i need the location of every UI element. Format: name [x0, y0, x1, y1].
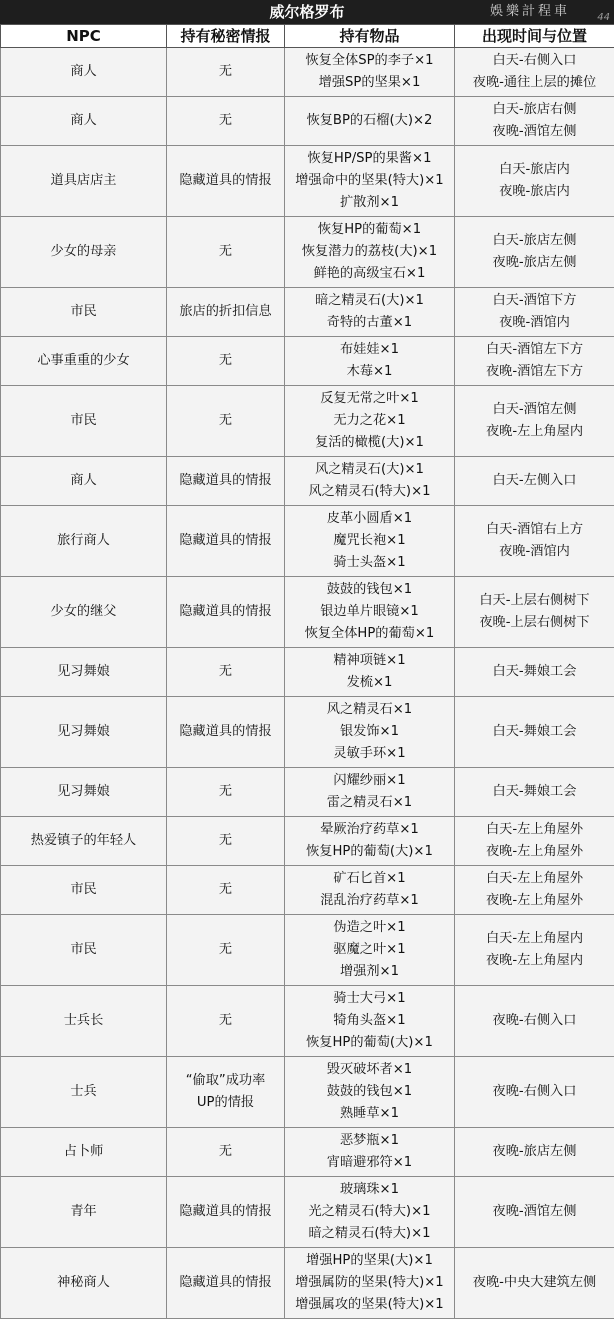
- location-line: 白天-舞娘工会: [492, 724, 577, 739]
- item-line: 魔咒长袍×1: [333, 533, 406, 548]
- item-line: 扩散剂×1: [339, 195, 399, 210]
- items-cell: [285, 768, 455, 817]
- location-line: 夜晚-旅店内: [499, 184, 570, 199]
- item-line: 恢复HP的葡萄(大)×1: [306, 1035, 433, 1050]
- location-cell: [455, 48, 614, 97]
- item-line: 银边单片眼镜×1: [320, 604, 419, 619]
- secret-info-line: 无: [218, 413, 233, 428]
- item-line: 闪耀纱丽×1: [333, 773, 406, 788]
- item-line: 恢复全体HP的葡萄×1: [304, 626, 435, 641]
- location-cell: [455, 506, 614, 577]
- secret-info-line: UP的情报: [196, 1095, 255, 1110]
- npc-name-cell: 热爱镇子的年轻人: [1, 817, 167, 866]
- item-line: 风之精灵石×1: [326, 702, 413, 717]
- npc-name-cell: 商人: [1, 457, 167, 506]
- location-cell: [455, 457, 614, 506]
- location-cell: [455, 97, 614, 146]
- location-line: 夜晚-酒馆左下方: [485, 364, 584, 379]
- item-line: 恢复HP的葡萄×1: [317, 222, 422, 237]
- location-line: 白天-左侧入口: [492, 473, 577, 488]
- items-cell: [285, 986, 455, 1057]
- location-line: 夜晚-左上角屋外: [485, 844, 584, 859]
- items-cell: [285, 648, 455, 697]
- secret-info-cell: [167, 506, 285, 577]
- item-line: 复活的橄榄(大)×1: [315, 435, 424, 450]
- item-line: 骑士大弓×1: [333, 991, 406, 1006]
- secret-info-cell: [167, 457, 285, 506]
- table-row: [1, 1177, 614, 1248]
- item-line: 驱魔之叶×1: [333, 942, 406, 957]
- secret-info-line: 无: [218, 784, 233, 799]
- table-row: [1, 697, 614, 768]
- item-line: 鲜艳的高级宝石×1: [313, 266, 426, 281]
- npc-name-cell: 心事重重的少女: [1, 337, 167, 386]
- table-row: [1, 866, 614, 915]
- item-line: 恢复全体SP的李子×1: [305, 53, 434, 68]
- item-line: 鼓鼓的钱包×1: [326, 582, 413, 597]
- items-cell: [285, 1057, 455, 1128]
- table-row: [1, 97, 614, 146]
- npc-name-cell: 占卜师: [1, 1128, 167, 1177]
- secret-info-line: 旅店的折扣信息: [179, 304, 272, 319]
- item-line: 雷之精灵石×1: [326, 795, 413, 810]
- location-cell: [455, 986, 614, 1057]
- npc-name-cell: 少女的母亲: [1, 217, 167, 288]
- location-line: 夜晚-旅店左侧: [492, 1144, 577, 1159]
- location-line: 夜晚-酒馆左侧: [492, 124, 577, 139]
- items-cell: [285, 457, 455, 506]
- table-row: [1, 768, 614, 817]
- secret-info-line: 隐藏道具的情报: [179, 173, 272, 188]
- location-cell: [455, 1128, 614, 1177]
- table-row: [1, 648, 614, 697]
- secret-info-cell: [167, 337, 285, 386]
- location-cell: [455, 577, 614, 648]
- item-line: 无力之花×1: [333, 413, 406, 428]
- secret-info-cell: [167, 1057, 285, 1128]
- location-line: 白天-旅店左侧: [492, 233, 577, 248]
- header-npc: NPC: [1, 25, 167, 48]
- item-line: 伪造之叶×1: [333, 920, 406, 935]
- item-line: 毁灭破坏者×1: [326, 1062, 413, 1077]
- location-cell: [455, 217, 614, 288]
- item-line: 晕厥治疗药草×1: [320, 822, 419, 837]
- location-line: 白天-右侧入口: [492, 53, 577, 68]
- secret-info-line: 无: [218, 664, 233, 679]
- location-line: 白天-上层右侧树下: [479, 593, 590, 608]
- location-line: 白天-舞娘工会: [492, 664, 577, 679]
- npc-name-cell: 见习舞娘: [1, 768, 167, 817]
- item-line: 奇特的古董×1: [326, 315, 413, 330]
- item-line: 风之精灵石(大)×1: [315, 462, 424, 477]
- table-row: [1, 457, 614, 506]
- items-cell: [285, 386, 455, 457]
- secret-info-cell: [167, 866, 285, 915]
- npc-name-cell: 士兵: [1, 1057, 167, 1128]
- npc-table: [0, 24, 614, 1319]
- items-cell: [285, 817, 455, 866]
- secret-info-line: 隐藏道具的情报: [179, 604, 272, 619]
- table-row: [1, 506, 614, 577]
- secret-info-line: 无: [218, 244, 233, 259]
- location-cell: [455, 915, 614, 986]
- location-cell: [455, 386, 614, 457]
- items-cell: [285, 288, 455, 337]
- item-line: 恢复HP的葡萄(大)×1: [306, 844, 433, 859]
- item-line: 恶梦瓶×1: [339, 1133, 399, 1148]
- location-cell: [455, 146, 614, 217]
- items-cell: [285, 146, 455, 217]
- secret-info-line: 无: [218, 942, 233, 957]
- page-title: 威尔格罗布: [269, 3, 345, 21]
- item-line: 增强属防的坚果(特大)×1: [295, 1275, 444, 1290]
- item-line: 增强SP的坚果×1: [318, 75, 421, 90]
- table-header-row: [1, 25, 614, 48]
- table-body: [1, 48, 614, 1319]
- item-line: 银发饰×1: [339, 724, 399, 739]
- npc-name-cell: 市民: [1, 386, 167, 457]
- item-line: 灵敏手环×1: [333, 746, 406, 761]
- item-line: 暗之精灵石(特大)×1: [308, 1226, 431, 1241]
- location-line: 白天-酒馆左侧: [492, 402, 577, 417]
- items-cell: [285, 97, 455, 146]
- secret-info-line: 隐藏道具的情报: [179, 473, 272, 488]
- item-line: 增强属攻的坚果(特大)×1: [295, 1297, 444, 1312]
- location-line: 白天-旅店内: [499, 162, 570, 177]
- table-row: [1, 386, 614, 457]
- location-cell: [455, 648, 614, 697]
- secret-info-cell: [167, 1128, 285, 1177]
- item-line: 木莓×1: [346, 364, 393, 379]
- watermark-logo: 娛樂計程車: [489, 4, 570, 19]
- item-line: 恢复HP/SP的果酱×1: [307, 151, 432, 166]
- location-line: 夜晚-中央大建筑左侧: [472, 1275, 597, 1290]
- items-cell: [285, 1177, 455, 1248]
- item-line: 光之精灵石(特大)×1: [308, 1204, 431, 1219]
- item-line: 反复无常之叶×1: [320, 391, 419, 406]
- npc-name-cell: 市民: [1, 288, 167, 337]
- table-row: [1, 577, 614, 648]
- secret-info-cell: [167, 146, 285, 217]
- secret-info-cell: [167, 648, 285, 697]
- item-line: 增强命中的坚果(特大)×1: [295, 173, 444, 188]
- npc-name-cell: 少女的继父: [1, 577, 167, 648]
- item-line: 皮革小圆盾×1: [326, 511, 413, 526]
- item-line: 恢复潜力的荔枝(大)×1: [301, 244, 438, 259]
- secret-info-cell: [167, 915, 285, 986]
- secret-info-line: 隐藏道具的情报: [179, 1275, 272, 1290]
- location-line: 夜晚-通往上层的摊位: [472, 75, 597, 90]
- items-cell: [285, 48, 455, 97]
- table-row: [1, 1057, 614, 1128]
- header-secret: 持有秘密情报: [167, 25, 285, 48]
- npc-name-cell: 商人: [1, 48, 167, 97]
- secret-info-line: 无: [218, 1144, 233, 1159]
- location-line: 夜晚-左上角屋内: [485, 953, 584, 968]
- location-line: 夜晚-右侧入口: [492, 1013, 577, 1028]
- secret-info-cell: [167, 1177, 285, 1248]
- location-cell: [455, 288, 614, 337]
- secret-info-line: 无: [218, 882, 233, 897]
- secret-info-line: 无: [218, 1013, 233, 1028]
- location-cell: [455, 1177, 614, 1248]
- table-row: [1, 337, 614, 386]
- item-line: 熟睡草×1: [339, 1106, 399, 1121]
- secret-info-line: 隐藏道具的情报: [179, 1204, 272, 1219]
- location-line: 白天-酒馆右上方: [485, 522, 584, 537]
- items-cell: [285, 506, 455, 577]
- npc-name-cell: 旅行商人: [1, 506, 167, 577]
- header-location: 出现时间与位置: [455, 25, 614, 48]
- npc-name-cell: 商人: [1, 97, 167, 146]
- secret-info-cell: [167, 697, 285, 768]
- location-cell: [455, 337, 614, 386]
- location-cell: [455, 817, 614, 866]
- location-line: 白天-酒馆下方: [492, 293, 577, 308]
- npc-name-cell: 见习舞娘: [1, 697, 167, 768]
- item-line: 骑士头盔×1: [333, 555, 406, 570]
- npc-name-cell: 青年: [1, 1177, 167, 1248]
- secret-info-cell: [167, 288, 285, 337]
- location-cell: [455, 866, 614, 915]
- item-line: 风之精灵石(特大)×1: [308, 484, 431, 499]
- location-line: 白天-左上角屋外: [485, 822, 584, 837]
- secret-info-cell: [167, 1248, 285, 1319]
- location-line: 白天-旅店右侧: [492, 102, 577, 117]
- items-cell: [285, 1248, 455, 1319]
- items-cell: [285, 217, 455, 288]
- item-line: 混乱治疗药草×1: [320, 893, 419, 908]
- items-cell: [285, 915, 455, 986]
- table-row: [1, 1248, 614, 1319]
- location-line: 白天-酒馆左下方: [485, 342, 584, 357]
- secret-info-line: 无: [218, 64, 233, 79]
- location-cell: [455, 768, 614, 817]
- item-line: 发梳×1: [346, 675, 393, 690]
- location-line: 夜晚-上层右侧树下: [479, 615, 590, 630]
- item-line: 精神项链×1: [333, 653, 406, 668]
- secret-info-cell: [167, 48, 285, 97]
- secret-info-cell: [167, 577, 285, 648]
- item-line: 恢复BP的石榴(大)×2: [306, 113, 433, 128]
- items-cell: [285, 337, 455, 386]
- location-line: 白天-左上角屋外: [485, 871, 584, 886]
- secret-info-line: 隐藏道具的情报: [179, 533, 272, 548]
- location-line: 夜晚-旅店左侧: [492, 255, 577, 270]
- secret-info-cell: [167, 986, 285, 1057]
- npc-name-cell: 神秘商人: [1, 1248, 167, 1319]
- secret-info-cell: [167, 386, 285, 457]
- table-row: [1, 986, 614, 1057]
- title-bar: [0, 0, 614, 24]
- table-row: [1, 915, 614, 986]
- item-line: 布娃娃×1: [339, 342, 399, 357]
- secret-info-line: 无: [218, 113, 233, 128]
- secret-info-line: “偷取”成功率: [185, 1073, 266, 1088]
- location-line: 夜晚-左上角屋外: [485, 893, 584, 908]
- secret-info-cell: [167, 97, 285, 146]
- npc-name-cell: 市民: [1, 915, 167, 986]
- location-line: 夜晚-右侧入口: [492, 1084, 577, 1099]
- location-cell: [455, 697, 614, 768]
- secret-info-line: 隐藏道具的情报: [179, 724, 272, 739]
- location-cell: [455, 1248, 614, 1319]
- item-line: 暗之精灵石(大)×1: [315, 293, 424, 308]
- item-line: 鼓鼓的钱包×1: [326, 1084, 413, 1099]
- location-cell: [455, 1057, 614, 1128]
- secret-info-cell: [167, 817, 285, 866]
- npc-name-cell: 士兵长: [1, 986, 167, 1057]
- table-row: [1, 288, 614, 337]
- table-row: [1, 217, 614, 288]
- table-row: [1, 146, 614, 217]
- secret-info-line: 无: [218, 353, 233, 368]
- watermark-number: 44: [597, 12, 610, 23]
- location-line: 夜晚-酒馆内: [499, 315, 570, 330]
- table-row: [1, 48, 614, 97]
- item-line: 犄角头盔×1: [333, 1013, 406, 1028]
- secret-info-line: 无: [218, 833, 233, 848]
- location-line: 白天-左上角屋内: [485, 931, 584, 946]
- secret-info-cell: [167, 217, 285, 288]
- item-line: 玻璃珠×1: [339, 1182, 399, 1197]
- item-line: 增强HP的坚果(大)×1: [306, 1253, 433, 1268]
- table-row: [1, 1128, 614, 1177]
- npc-name-cell: 道具店店主: [1, 146, 167, 217]
- items-cell: [285, 697, 455, 768]
- location-line: 夜晚-左上角屋内: [485, 424, 584, 439]
- location-line: 夜晚-酒馆内: [499, 544, 570, 559]
- location-line: 白天-舞娘工会: [492, 784, 577, 799]
- item-line: 矿石匕首×1: [333, 871, 406, 886]
- items-cell: [285, 577, 455, 648]
- npc-name-cell: 市民: [1, 866, 167, 915]
- location-line: 夜晚-酒馆左侧: [492, 1204, 577, 1219]
- item-line: 宵暗避邪符×1: [326, 1155, 413, 1170]
- items-cell: [285, 1128, 455, 1177]
- header-items: 持有物品: [285, 25, 455, 48]
- items-cell: [285, 866, 455, 915]
- item-line: 增强剂×1: [339, 964, 399, 979]
- npc-name-cell: 见习舞娘: [1, 648, 167, 697]
- secret-info-cell: [167, 768, 285, 817]
- table-row: [1, 817, 614, 866]
